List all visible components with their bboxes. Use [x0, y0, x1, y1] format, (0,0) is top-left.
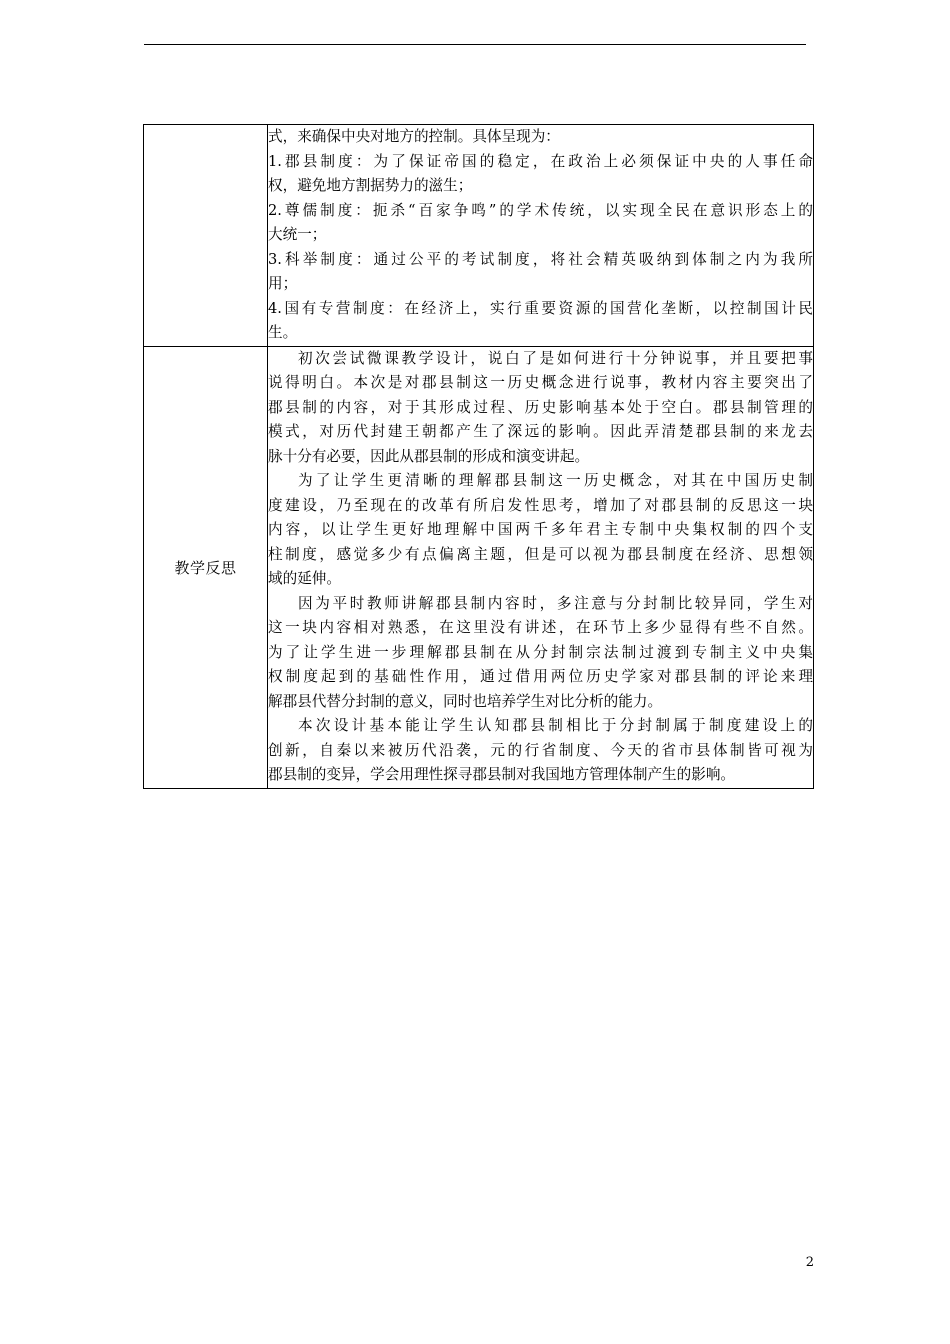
text-line: 说得明白。本次是对郡县制这一历史概念进行说事，教材内容主要突出了	[268, 374, 813, 391]
text-line: 1.郡县制度：为了保证帝国的稳定，在政治上必须保证中央的人事任命	[268, 152, 813, 170]
text-line: 郡县制的变异，学会用理性探寻郡县制对我国地方管理体制产生的影响。	[268, 766, 736, 783]
text-line: 度建设，乃至现在的改革有所启发性思考，增加了对郡县制的反思这一块	[268, 496, 813, 514]
text-line: 为了让学生进一步理解郡县制在从分封制宗法制过渡到专制主义中央集	[268, 643, 813, 661]
text-line: 式，来确保中央对地方的控制。具体呈现为：	[268, 128, 560, 145]
text-line: 用；	[268, 275, 298, 292]
text-line: 脉十分有必要，因此从郡县制的形成和演变讲起。	[268, 447, 590, 465]
text-line: 域的延伸。	[268, 570, 341, 587]
row-label: 教学反思	[144, 346, 268, 788]
text-line: 本次设计基本能让学生认知郡县制相比于分封制属于制度建设上的	[298, 717, 813, 734]
text-line: 因为平时教师讲解郡县制内容时，多注意与分封制比较异同，学生对	[298, 594, 813, 612]
text-line: 郡县制的内容，对于其形成过程、历史影响基本处于空白。郡县制管理的	[268, 398, 813, 416]
text-line: 大统一；	[268, 226, 327, 243]
lesson-table	[143, 124, 814, 789]
text-line: 3.科举制度：通过公平的考试制度，将社会精英吸纳到体制之内为我所	[268, 250, 813, 268]
text-line: 为了让学生更清晰的理解郡县制这一历史概念，对其在中国历史制	[298, 472, 813, 489]
row-content	[268, 125, 814, 347]
text-line: 这一块内容相对熟悉，在这里没有讲述，在环节上多少显得有些不自然。	[268, 619, 813, 636]
text-line: 模式，对历代封建王朝都产生了深远的影响。因此弄清楚郡县制的来龙去	[268, 423, 813, 440]
text-line: 生。	[268, 324, 298, 341]
row-label	[144, 125, 268, 347]
text-line: 创新，自秦以来被历代沿袭，元的行省制度、今天的省市县体制皆可视为	[268, 741, 813, 759]
text-line: 2.尊儒制度：扼杀“百家争鸣”的学术传统，以实现全民在意识形态上的	[268, 201, 813, 219]
text-line: 内容，以让学生更好地理解中国两千多年君主专制中央集权制的四个支	[268, 521, 813, 538]
text-line: 权制度起到的基础性作用，通过借用两位历史学家对郡县制的评论来理	[268, 668, 813, 685]
table-row	[144, 346, 814, 788]
text-line: 柱制度，感觉多少有点偏离主题，但是可以视为郡县制度在经济、思想领	[268, 545, 813, 563]
header-rule	[144, 44, 806, 45]
text-line: 权，避免地方割据势力的滋生；	[268, 177, 473, 194]
text-line: 4.国有专营制度：在经济上，实行重要资源的国营化垄断，以控制国计民	[268, 299, 813, 317]
page-number: 2	[805, 1255, 814, 1270]
table-row	[144, 125, 814, 347]
text-line: 解郡县代替分封制的意义，同时也培养学生对比分析的能力。	[268, 692, 663, 710]
text-line: 初次尝试微课教学设计，说白了是如何进行十分钟说事，并且要把事	[298, 349, 813, 367]
row-content	[268, 346, 814, 788]
